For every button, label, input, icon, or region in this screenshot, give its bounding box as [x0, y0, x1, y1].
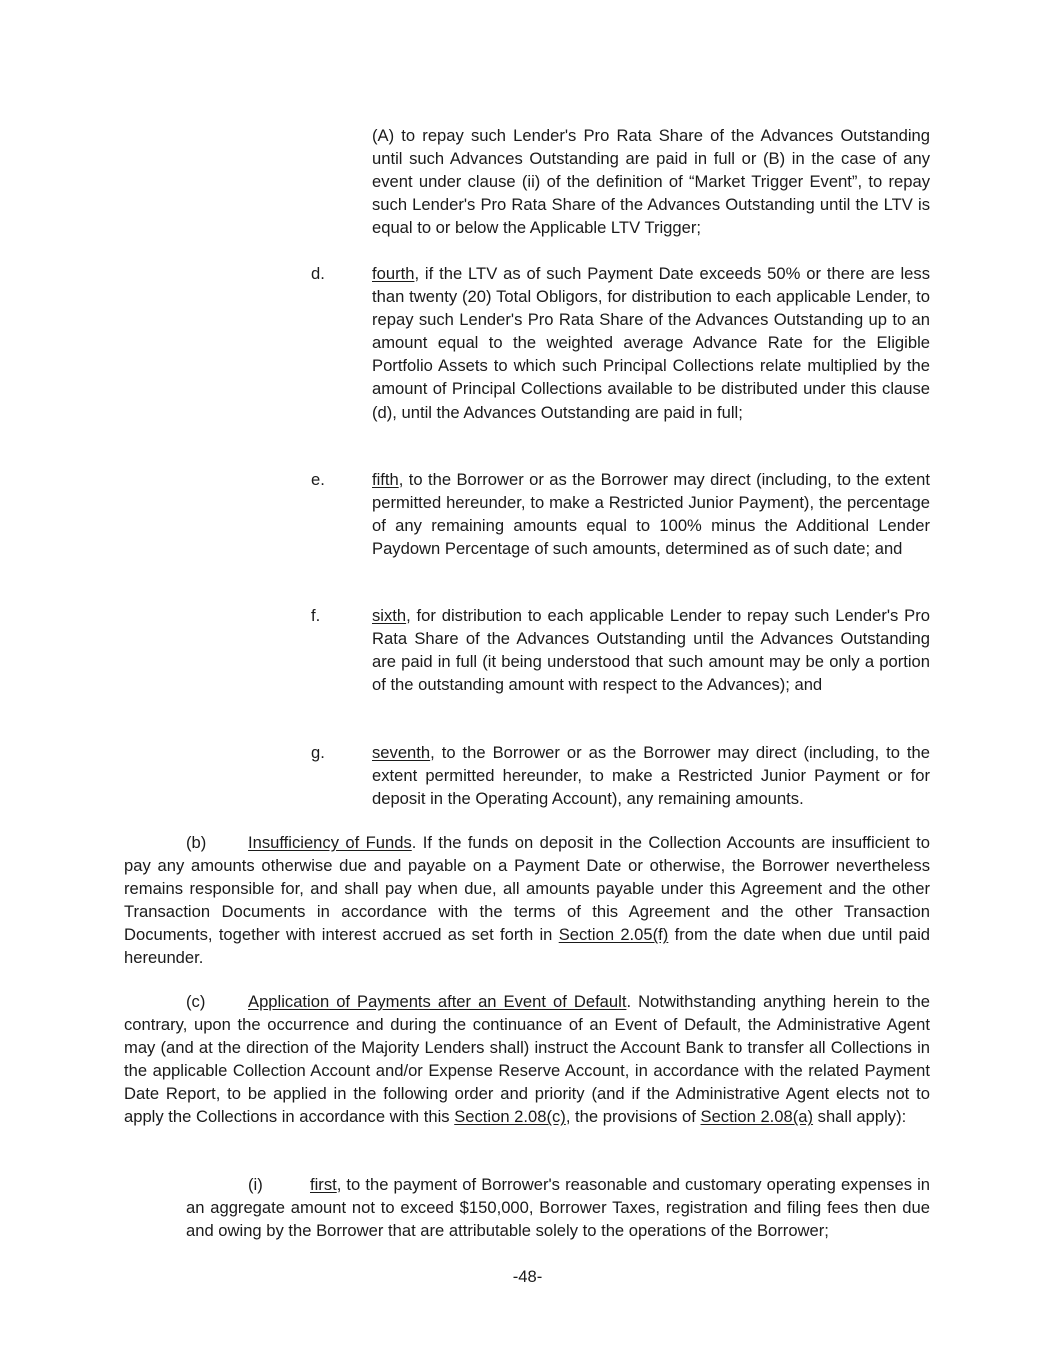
paragraph-b: (b) Insufficiency of Funds. If the funds on deposit in the Collection Accounts are insufficient to pay any amounts otherwise due and payable on a Payment Date or otherwise, the Borrower nevertheless remains responsible for, and shall pay when due, all amounts payable under this Agreement and the other Transaction Documents in accordance with the terms of this Agreement and the other Transaction Documents, together with interest accrued as set forth in Section 2.05(f) from the date when due until paid hereunder.	[124, 833, 930, 968]
section-reference: Section 2.08(c)	[454, 1107, 566, 1127]
item-keyword: fourth	[372, 264, 415, 283]
item-keyword: fifth	[372, 470, 399, 489]
clause-c-continuation: (A) to repay such Lender's Pro Rata Share of the Advances Outstanding until such Advances Outstanding are paid in full or (B) in the case of any event under clause (ii) of the definition of “Market Trigger Event”, to repay such Lender's Pro Rata Share of the Advances Outstanding until the LTV is equal to or below the Applicable LTV Trigger;	[372, 126, 930, 238]
paragraph-number: (b)	[186, 833, 207, 852]
paragraph-number: (c)	[186, 992, 206, 1011]
paragraph-c: (c) Application of Payments after an Event of Default. Notwithstanding anything herein to the contrary, upon the occurrence and during the continuance of an Event of Default, the Administrative Agent may (and at the direction of the Majority Lenders shall) instruct the Account Bank to transfer all Collections in the applicable Collection Account and/or Expense Reserve Account, in accordance with the related Payment Date Report, to be applied in the following order and priority (and if the Administrative Agent elects not to apply the Collections in accordance with this Section 2.08(c), the provisions of Section 2.08(a) shall apply):	[124, 992, 930, 1127]
paragraph-heading: Application of Payments after an Event of Default	[248, 992, 627, 1011]
paragraph-heading: Insufficiency of Funds	[248, 833, 412, 852]
item-keyword: seventh	[372, 743, 431, 762]
item-text: sixth, for distribution to each applicable Lender to repay such Lender's Pro Rata Share of the Advances Outstanding until the Advances Outstanding are paid in full (it being understood that such amount may be only a portion of the outstanding amount with respect to the Advances); and	[372, 606, 930, 695]
sub-item-i: (i) first, to the payment of Borrower's reasonable and customary operating expenses in an aggregate amount not to exceed $150,000, Borrower Taxes, registration and filing fees then due and owing by the Borrower that are attributable solely to the operations of the Borrower;	[186, 1175, 930, 1241]
item-label: g.	[311, 743, 325, 762]
page-number: -48-	[512, 1267, 543, 1286]
item-keyword: sixth	[372, 606, 407, 625]
item-text: fifth, to the Borrower or as the Borrower may direct (including, to the extent permitted hereunder, to make a Restricted Junior Payment), the percentage of any remaining amounts equal to 100% minus the Additional Lender Paydown Percentage of such amounts, determined as of such date; and	[372, 470, 930, 559]
sub-item-number: (i)	[248, 1175, 263, 1194]
item-label: d.	[311, 264, 325, 283]
section-reference: Section 2.08(a)	[700, 1107, 814, 1127]
sub-item-keyword: first	[310, 1175, 337, 1194]
section-reference: Section 2.05(f)	[558, 925, 669, 945]
item-text: seventh, to the Borrower or as the Borrower may direct (including, to the extent permitted hereunder, to make a Restricted Junior Payment or for deposit in the Operating Account), any remaining amounts.	[372, 743, 930, 809]
item-label: f.	[311, 606, 321, 625]
item-label: e.	[311, 470, 325, 489]
item-text: fourth, if the LTV as of such Payment Date exceeds 50% or there are less than twenty (20) Total Obligors, for distribution to each applicable Lender, to repay such Lender's Pro Rata Share of the Advances Outstanding up to an amount equal to the weighted average Advance Rate for the Eligible Portfolio Assets to which such Principal Collections relate multiplied by the amount of Principal Collections available to be distributed under this clause (d), until the Advances Outstanding are paid in full;	[372, 264, 930, 422]
